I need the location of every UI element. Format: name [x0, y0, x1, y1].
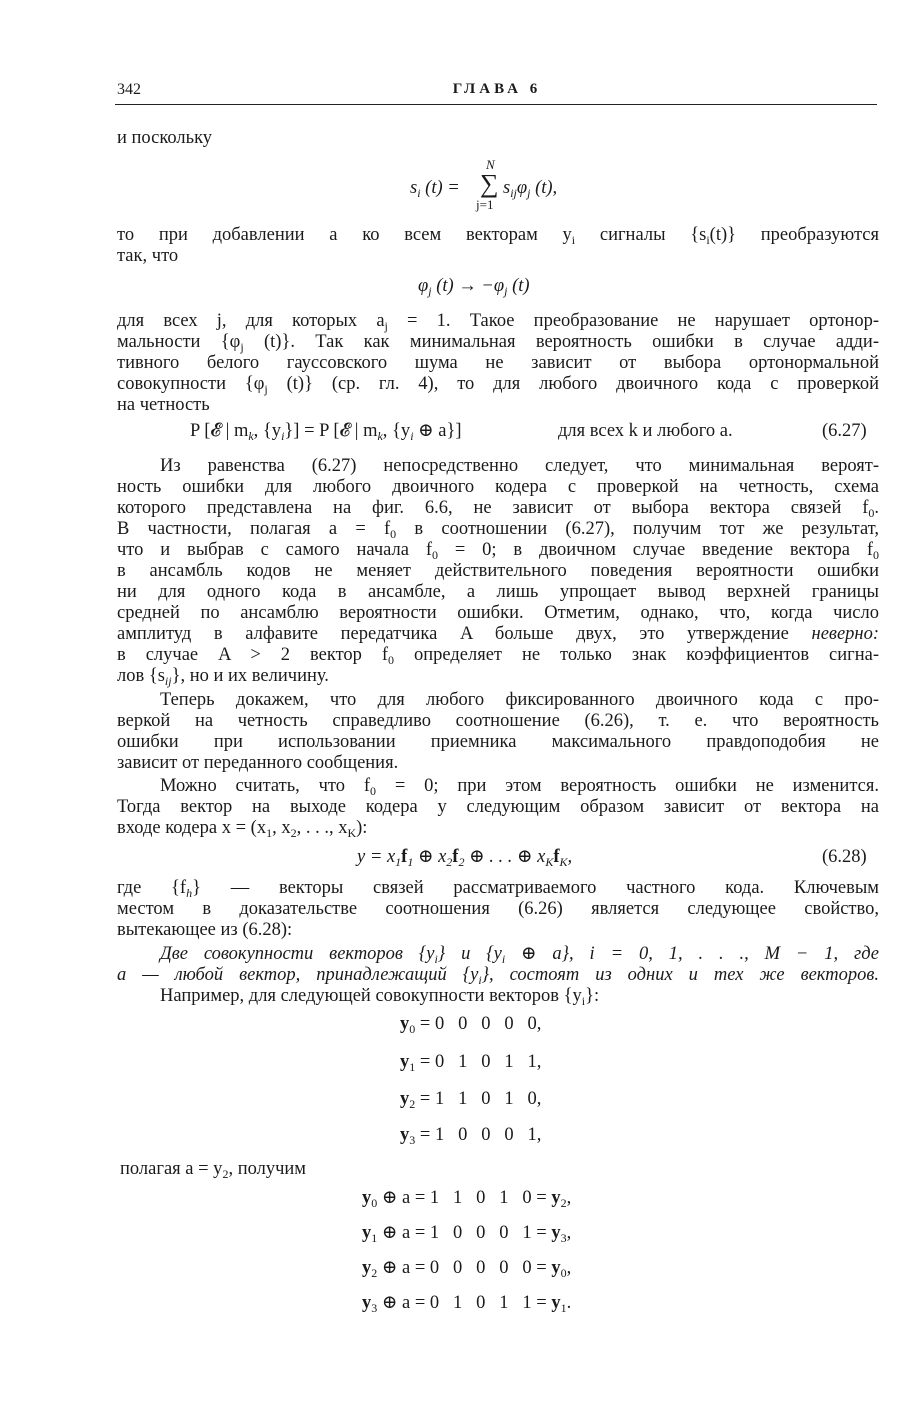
vector-row: $y_0$ ⊕ a = 1 1 0 1 $0 = y_2$, [362, 1188, 572, 1210]
vector-row: $y_3$ ⊕ a = 0 1 0 1 $1 = y_1$. [362, 1293, 572, 1315]
text-line: Теперь докажем, что для любого фиксированного двоичного кода с про- [160, 690, 879, 710]
sum-sign: ∑ [480, 169, 499, 198]
page-header [117, 81, 877, 103]
header-rule [115, 104, 877, 105]
equation-body: P [𝓔 | $m_k$, $\{y_i\}] = P$ [𝓔 | $m_k$, {$y_i$ ⊕ a}] [190, 421, 462, 443]
text-line: ни для одного кода в ансамбле, а лишь упрощает вывод верхней границы [117, 582, 879, 602]
text-line: так, что [117, 246, 179, 266]
text-line: на четность [117, 395, 210, 415]
text-line: В частности, полагая $a = f_0$ в соотношении (6.27), получим тот же результат, [117, 519, 879, 541]
vector-row: $y_1 = 0$ 1 0 1 1, [400, 1052, 542, 1074]
equation-condition: для всех k и любого a. [558, 421, 733, 441]
text-line: полагая $a = y_2$, получим [120, 1159, 306, 1181]
sum-lower-limit: j=1 [476, 197, 494, 212]
text-line: вытекающее из (6.28): [117, 920, 293, 940]
vector-row: $y_3 = 1$ 0 0 0 1, [400, 1125, 542, 1147]
text-line: совокупности {$\varphi_j$ (t)} (ср. гл. 4), то для любого двоичного кода с проверкой [117, 374, 879, 396]
equation-number: (6.28) [822, 847, 867, 867]
equation-body: $y = x_1f_1$ ⊕ $x_2f_2$ ⊕ . . . ⊕ $x_Kf_K$, [357, 847, 573, 869]
text-line: веркой на четность справедливо соотношение (6.26), т. е. что вероятность [117, 711, 879, 731]
text-line: Например, для следующей совокупности векторов $\{y_i\}$: [160, 986, 600, 1008]
text-line: которого представлена на фиг. 6.6, не зависит от выбора вектора связей $f_0$. [117, 498, 879, 520]
vector-row: $y_2 = 1$ 1 0 1 0, [400, 1089, 542, 1111]
text-line: средней по ансамблю вероятности ошибки. Отметим, однако, что, когда число [117, 603, 879, 623]
text-line: местом в доказательстве соотношения (6.26) является следующее свойство, [117, 899, 879, 919]
text-line: то при добавлении a ко всем векторам $y_i$ сигналы $\{s_i(t)\}$ преобразуются [117, 225, 879, 247]
text-line: амплитуд в алфавите передатчика A больше двух, это утверждение неверно: [117, 624, 880, 644]
text-line: в случае A > 2 вектор $f_0$ определяет не только знак коэффициентов сигна- [117, 645, 879, 667]
text-line: мальности {$\varphi_j$ (t)}. Так как минимальная вероятность ошибки в случае адди- [117, 332, 879, 354]
sum-upper-limit: N [486, 157, 495, 172]
text-line: что и выбрав с самого начала $f_0 = 0$; в двоичном случае введение вектора $f_0$ [117, 540, 879, 562]
text-line: лов $\{s_{ij}\}$, но и их величину. [117, 666, 329, 688]
text-line: зависит от переданного сообщения. [117, 753, 399, 773]
italic-statement: a — любой вектор, принадлежащий $\{y_i\}$, состоят из одних и тех же векторов. [117, 965, 879, 987]
text-line: ность ошибки для любого двоичного кодера с проверкой на четность, схема [117, 477, 879, 497]
vector-row: $y_1$ ⊕ a = 1 0 0 0 $1 = y_3$, [362, 1223, 572, 1245]
page-number: 342 [117, 81, 141, 98]
text-line: где $\{f_h\}$ — векторы связей рассматриваемого частного кода. Ключевым [117, 878, 879, 900]
sum-term: $s_{ij}\varphi_j$ (t), [503, 178, 558, 200]
text-line: ошибки при использовании приемника максимального правдоподобия не [117, 732, 879, 752]
text-line: входе кодера $x = (x_1$, $x_2$, . . ., $x_K$): [117, 818, 368, 840]
text-line: в ансамбль кодов не меняет действительного поведения вероятности ошибки [117, 561, 879, 581]
text-line: Из равенства (6.27) непосредственно следует, что минимальная вероят- [160, 456, 879, 476]
sum-lhs: $s_i$ (t) = [410, 178, 460, 200]
vector-row: $y_2$ ⊕ a = 0 0 0 0 $0 = y_0$, [362, 1258, 572, 1280]
text-line: для всех j, для которых $a_j = 1$. Такое преобразование не нарушает ортонор- [117, 311, 879, 333]
text-line: Можно считать, что $f_0 = 0$; при этом вероятность ошибки не изменится. [160, 776, 879, 798]
chapter-title: ГЛАВА 6 [452, 81, 542, 97]
text-line: Тогда вектор на выходе кодера y следующим образом зависит от вектора на [117, 797, 879, 817]
vector-row: $y_0 = 0$ 0 0 0 0, [400, 1014, 542, 1036]
phi-transform-formula: $\varphi_j$ $(t) \to -\varphi_j$ (t) [418, 276, 530, 298]
text-line: и поскольку [117, 128, 213, 148]
italic-statement: Две совокупности векторов $\{y_i\}$ и {$y_i$ ⊕ a}, i = 0, 1, . . ., M − 1, где [160, 944, 879, 966]
equation-number: (6.27) [822, 421, 867, 441]
text-line: тивного белого гауссовского шума не зависит от выбора ортонормальной [117, 353, 879, 373]
